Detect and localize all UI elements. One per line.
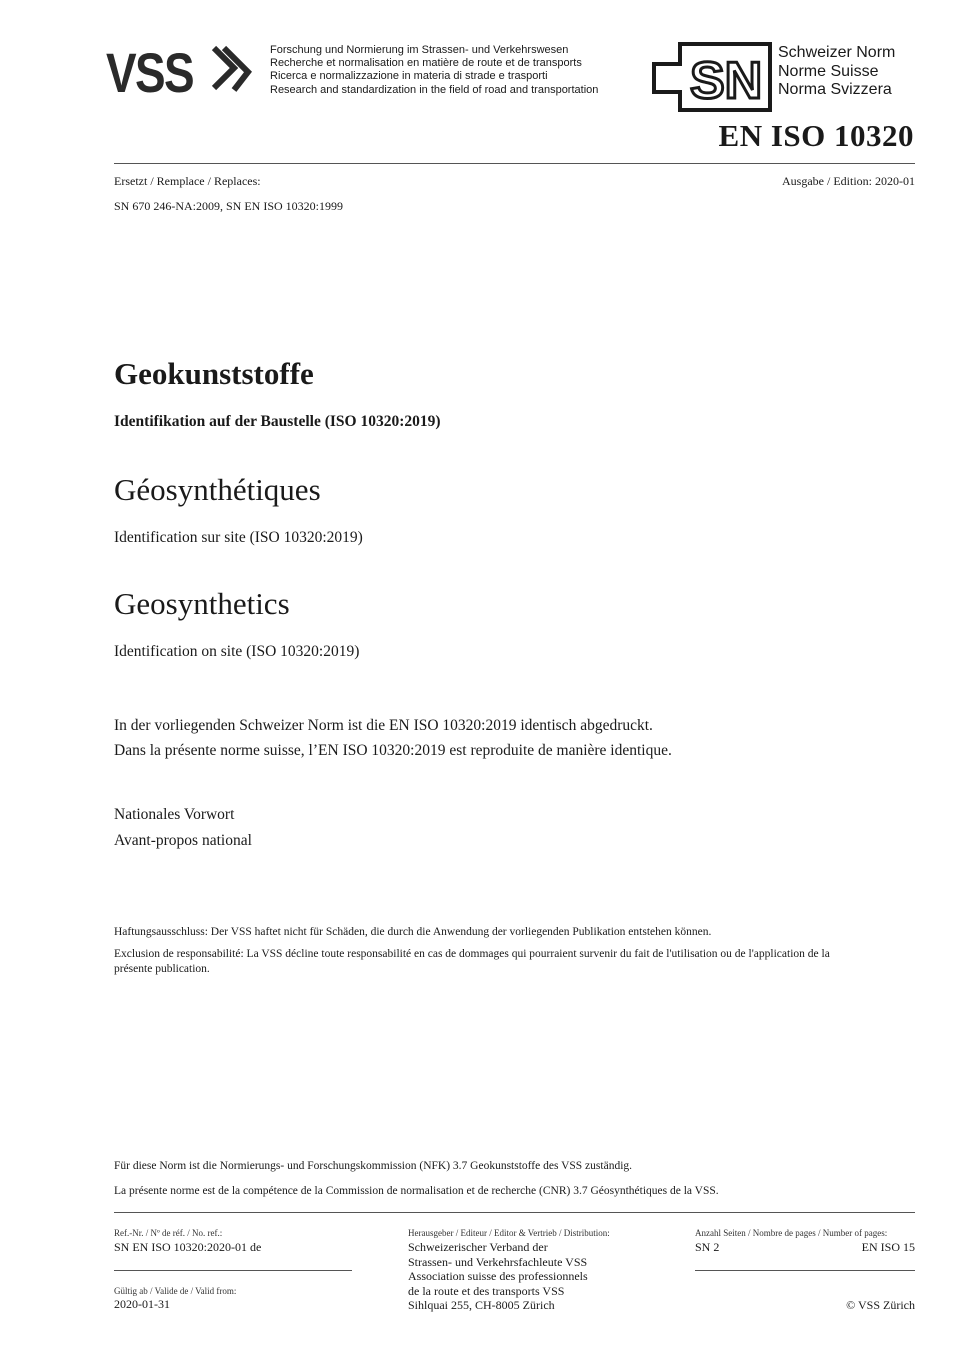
page-count-underline xyxy=(695,1270,915,1271)
vss-tagline-line: Recherche et normalisation en matière de route et de transports xyxy=(270,57,582,70)
committee-german: Für diese Norm ist die Normierungs- und Forschungskommission (NFK) 3.7 Geokunststoffe des VSS zuständig. xyxy=(114,1160,633,1172)
national-foreword-german: Nationales Vorwort xyxy=(114,806,235,823)
publisher-line: Association suisse des professionnels xyxy=(408,1269,588,1283)
publisher-label: Herausgeber / Editeur / Editor & Vertrieb / Distribution: xyxy=(408,1228,610,1238)
title-french: Géosynthétiques xyxy=(114,472,321,507)
standard-number: EN ISO 10320 xyxy=(718,118,914,153)
sn-label xyxy=(778,44,895,100)
vss-tagline-line: Research and standardization in the field of road and transportation xyxy=(270,83,599,96)
edition-label: Ausgabe / Edition: 2020-01 xyxy=(782,174,915,188)
page-count-label: Anzahl Seiten / Nombre de pages / Number of pages: xyxy=(695,1228,888,1238)
sn-label-line: Norma Svizzera xyxy=(778,81,892,98)
vss-tagline-line: Ricerca e normalizzazione in materia di strade e trasporti xyxy=(270,70,548,83)
title-german: Geokunststoffe xyxy=(114,356,314,391)
publisher-address xyxy=(408,1240,588,1313)
svg-text:SN: SN xyxy=(690,52,763,110)
subtitle-german: Identifikation auf der Baustelle (ISO 10320:2019) xyxy=(114,413,441,430)
header-divider xyxy=(114,163,915,164)
committee-french: La présente norme est de la compétence de la Commission de normalisation et de recherche (CNR) 3.7 Géosynthétiques de la VSS. xyxy=(114,1185,719,1197)
national-foreword-french: Avant-propos national xyxy=(114,832,252,849)
replaces-value: SN 670 246-NA:2009, SN EN ISO 10320:1999 xyxy=(114,199,344,213)
replaces-label: Ersetzt / Remplace / Replaces: xyxy=(114,174,261,188)
subtitle-french: Identification sur site (ISO 10320:2019) xyxy=(114,529,363,546)
reproduction-note-german: In der vorliegenden Schweizer Norm ist die EN ISO 10320:2019 identisch abgedruckt. xyxy=(114,717,653,734)
reference-value: SN EN ISO 10320:2020-01 de xyxy=(114,1240,262,1254)
vss-logo xyxy=(106,40,266,100)
sn-label-line: Schweizer Norm xyxy=(778,44,896,61)
reference-label: Ref.-Nr. / Nº de réf. / No. ref.: xyxy=(114,1228,223,1238)
subtitle-english: Identification on site (ISO 10320:2019) xyxy=(114,643,360,660)
publisher-line: Sihlquai 255, CH-8005 Zürich xyxy=(408,1298,555,1312)
page-count-en: EN ISO 15 xyxy=(861,1240,915,1254)
publisher-line: Schweizerischer Verband der xyxy=(408,1240,548,1254)
valid-from-label: Gültig ab / Valide de / Valid from: xyxy=(114,1286,237,1296)
copyright: © VSS Zürich xyxy=(846,1298,915,1312)
publisher-line: Strassen- und Verkehrsfachleute VSS xyxy=(408,1254,588,1269)
reference-underline xyxy=(114,1270,352,1271)
publisher-line: de la route et des transports VSS xyxy=(408,1283,565,1298)
disclaimer-french: Exclusion de responsabilité: La VSS décline toute responsabilité en cas de dommages qui pourraient survenir du fait de l'utilisation ou de l'application de la présente publication. xyxy=(114,948,830,975)
reproduction-note-french: Dans la présente norme suisse, l’EN ISO 10320:2019 est reproduite de manière identique. xyxy=(114,742,672,759)
vss-tagline xyxy=(270,44,598,97)
svg-text:VSS: VSS xyxy=(106,41,193,100)
footer-divider xyxy=(114,1212,915,1213)
disclaimer-german: Haftungsausschluss: Der VSS haftet nicht für Schäden, die durch die Anwendung der vorliegenden Publikation entstehen können. xyxy=(114,926,712,938)
valid-from-value: 2020-01-31 xyxy=(114,1297,170,1311)
page-count-sn: SN 2 xyxy=(695,1240,720,1254)
sn-logo xyxy=(652,42,772,112)
vss-tagline-line: Forschung und Normierung im Strassen- und Verkehrswesen xyxy=(270,44,569,56)
title-english: Geosynthetics xyxy=(114,586,290,621)
sn-label-line: Norme Suisse xyxy=(778,62,879,80)
